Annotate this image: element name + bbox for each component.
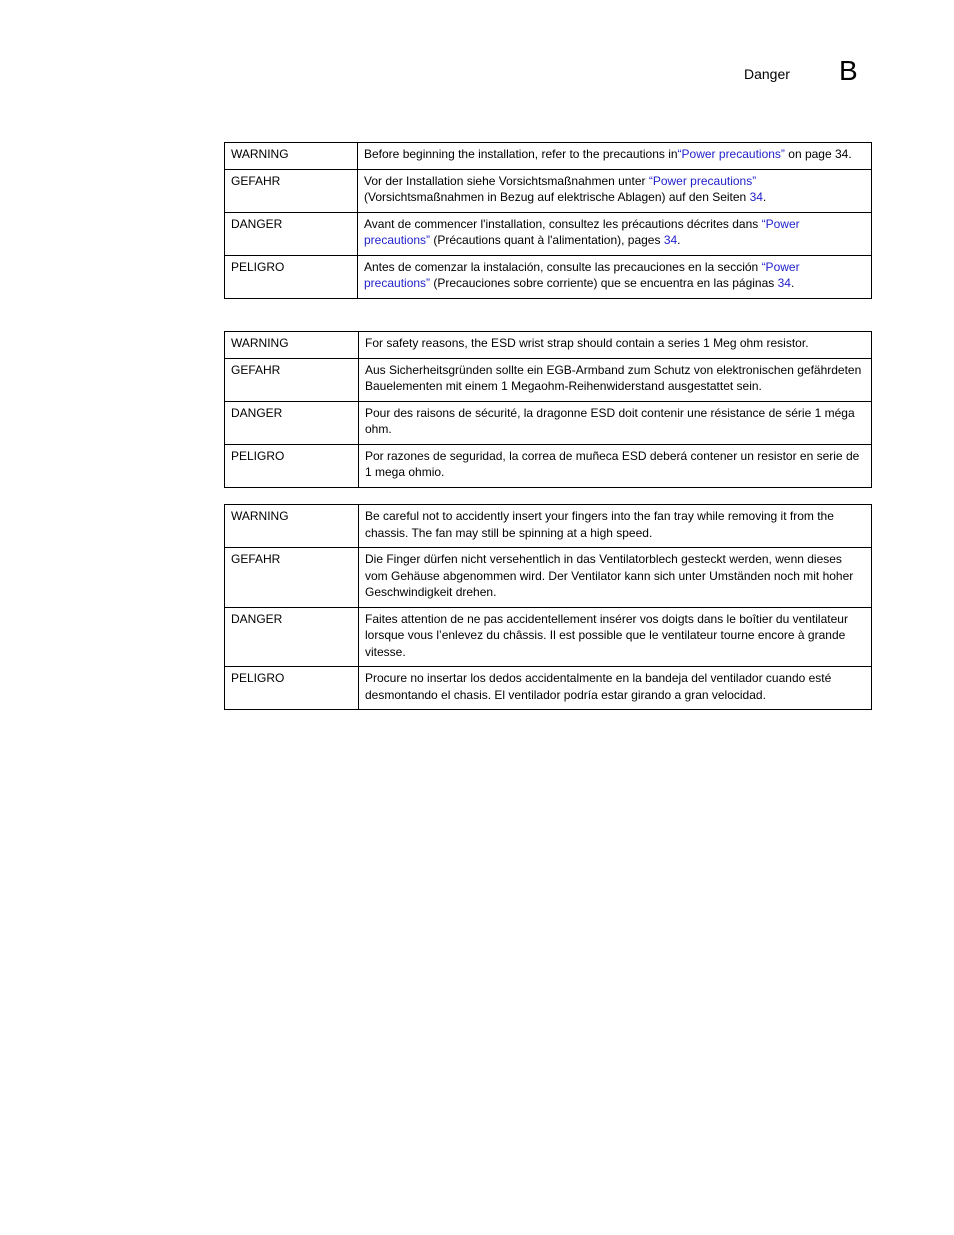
notice-row-gefahr bbox=[225, 548, 872, 608]
notice-text-segment: (Précautions quant à l'alimentation), pages bbox=[430, 233, 664, 247]
notice-text bbox=[359, 607, 872, 667]
notice-label: DANGER bbox=[225, 607, 359, 667]
notice-text-segment: Procure no insertar los dedos accidentalmente en la bandeja del ventilador cuando esté desmontando el chasis. El ventilador podría estar girando a gran velocidad. bbox=[365, 671, 832, 702]
notice-label: DANGER bbox=[225, 212, 358, 255]
notice-row-gefahr bbox=[225, 169, 872, 212]
notice-text-segment: . bbox=[677, 233, 681, 247]
notice-label: DANGER bbox=[225, 401, 359, 444]
notice-label: PELIGRO bbox=[225, 444, 359, 487]
notice-text-segment: on page 34. bbox=[784, 147, 852, 161]
notice-label: PELIGRO bbox=[225, 667, 359, 710]
notice-row-warning bbox=[225, 505, 872, 548]
notice-label: WARNING bbox=[225, 143, 358, 170]
notice-label: GEFAHR bbox=[225, 358, 359, 401]
appendix-letter: B bbox=[839, 55, 858, 86]
fan-tray-notice-table bbox=[224, 504, 872, 710]
notice-label: GEFAHR bbox=[225, 548, 359, 608]
cross-reference-link[interactable]: “Power precautions” bbox=[364, 216, 800, 247]
power-precautions-notice-table bbox=[224, 142, 872, 299]
notice-row-danger bbox=[225, 212, 872, 255]
notice-text-segment: (Vorsichtsmaßnahmen in Bezug auf elektrische Ablagen) auf den Seiten bbox=[364, 190, 750, 204]
notice-row-gefahr bbox=[225, 358, 872, 401]
notice-text bbox=[358, 169, 872, 212]
cross-reference-link[interactable]: 34 bbox=[777, 276, 791, 290]
notice-row-warning bbox=[225, 332, 872, 359]
notice-row-danger bbox=[225, 607, 872, 667]
cross-reference-link[interactable]: 34 bbox=[663, 233, 678, 247]
notice-text bbox=[358, 212, 872, 255]
notice-text bbox=[359, 548, 872, 608]
notice-text-segment: Pour des raisons de sécurité, la dragonne ESD doit contenir une résistance de série 1 méga ohm. bbox=[365, 405, 855, 436]
cross-reference-link[interactable]: 34 bbox=[749, 190, 763, 204]
notice-text-segment: Before beginning the installation, refer to the precautions in bbox=[364, 147, 678, 161]
notice-text-segment: . bbox=[762, 190, 767, 204]
notice-text-segment: Aus Sicherheitsgründen sollte ein EGB-Armband zum Schutz von elektronischen gefährdeten Bauelementen mit einem 1 Megaohm-Reihenwiderstand ausgestattet sein. bbox=[365, 362, 862, 393]
cross-reference-link[interactable]: “Power precautions” bbox=[364, 259, 800, 290]
notice-text-segment: Faites attention de ne pas accidentellement insérer vos doigts dans le boîtier du ventilateur lorsque vous l’enlevez du châssis. Il est possible que le ventilateur tourne encore à grande vitesse. bbox=[365, 611, 848, 659]
notice-text-segment: Avant de commencer l'installation, consultez les précautions décrites dans bbox=[364, 216, 762, 231]
notice-text-segment: For safety reasons, the ESD wrist strap should contain a series 1 Meg ohm resistor. bbox=[365, 336, 809, 350]
esd-strap-notice-table bbox=[224, 331, 872, 488]
notice-row-danger bbox=[225, 401, 872, 444]
notice-label: PELIGRO bbox=[225, 255, 358, 298]
notice-text-segment: Vor der Installation siehe Vorsichtsmaßnahmen unter bbox=[364, 173, 649, 188]
notice-text bbox=[359, 444, 872, 487]
notice-text bbox=[359, 505, 872, 548]
notice-text bbox=[359, 332, 872, 359]
notice-row-warning bbox=[225, 143, 872, 170]
cross-reference-link[interactable]: “Power precautions” bbox=[677, 147, 785, 161]
notice-text-segment: Antes de comenzar la instalación, consulte las precauciones en la sección bbox=[364, 259, 762, 274]
notice-label: WARNING bbox=[225, 332, 359, 359]
notice-row-peligro bbox=[225, 667, 872, 710]
notice-text bbox=[359, 667, 872, 710]
notice-text bbox=[359, 358, 872, 401]
notice-text bbox=[359, 401, 872, 444]
notice-label: GEFAHR bbox=[225, 169, 358, 212]
running-header-section: Danger bbox=[744, 66, 790, 82]
notice-text-segment: (Precauciones sobre corriente) que se encuentra en las páginas bbox=[430, 276, 778, 290]
cross-reference-link[interactable]: “Power precautions” bbox=[648, 173, 757, 188]
notice-text-segment: Die Finger dürfen nicht versehentlich in das Ventilatorblech gesteckt werden, wenn dieses vom Gehäuse abgenommen wird. Der Ventilator kann sich unter Umständen noch mit hoher Geschwindigkeit drehen. bbox=[365, 552, 854, 599]
notice-row-peligro bbox=[225, 255, 872, 298]
notice-row-peligro bbox=[225, 444, 872, 487]
notice-text-segment: Por razones de seguridad, la correa de muñeca ESD deberá contener un resistor en serie de 1 mega ohmio. bbox=[365, 448, 860, 479]
notice-text bbox=[358, 255, 872, 298]
notice-text-segment: . bbox=[790, 276, 795, 290]
notice-text-segment: Be careful not to accidently insert your fingers into the fan tray while removing it from the chassis. The fan may still be spinning at a high speed. bbox=[365, 509, 834, 540]
notice-text bbox=[358, 143, 872, 170]
notice-label: WARNING bbox=[225, 505, 359, 548]
